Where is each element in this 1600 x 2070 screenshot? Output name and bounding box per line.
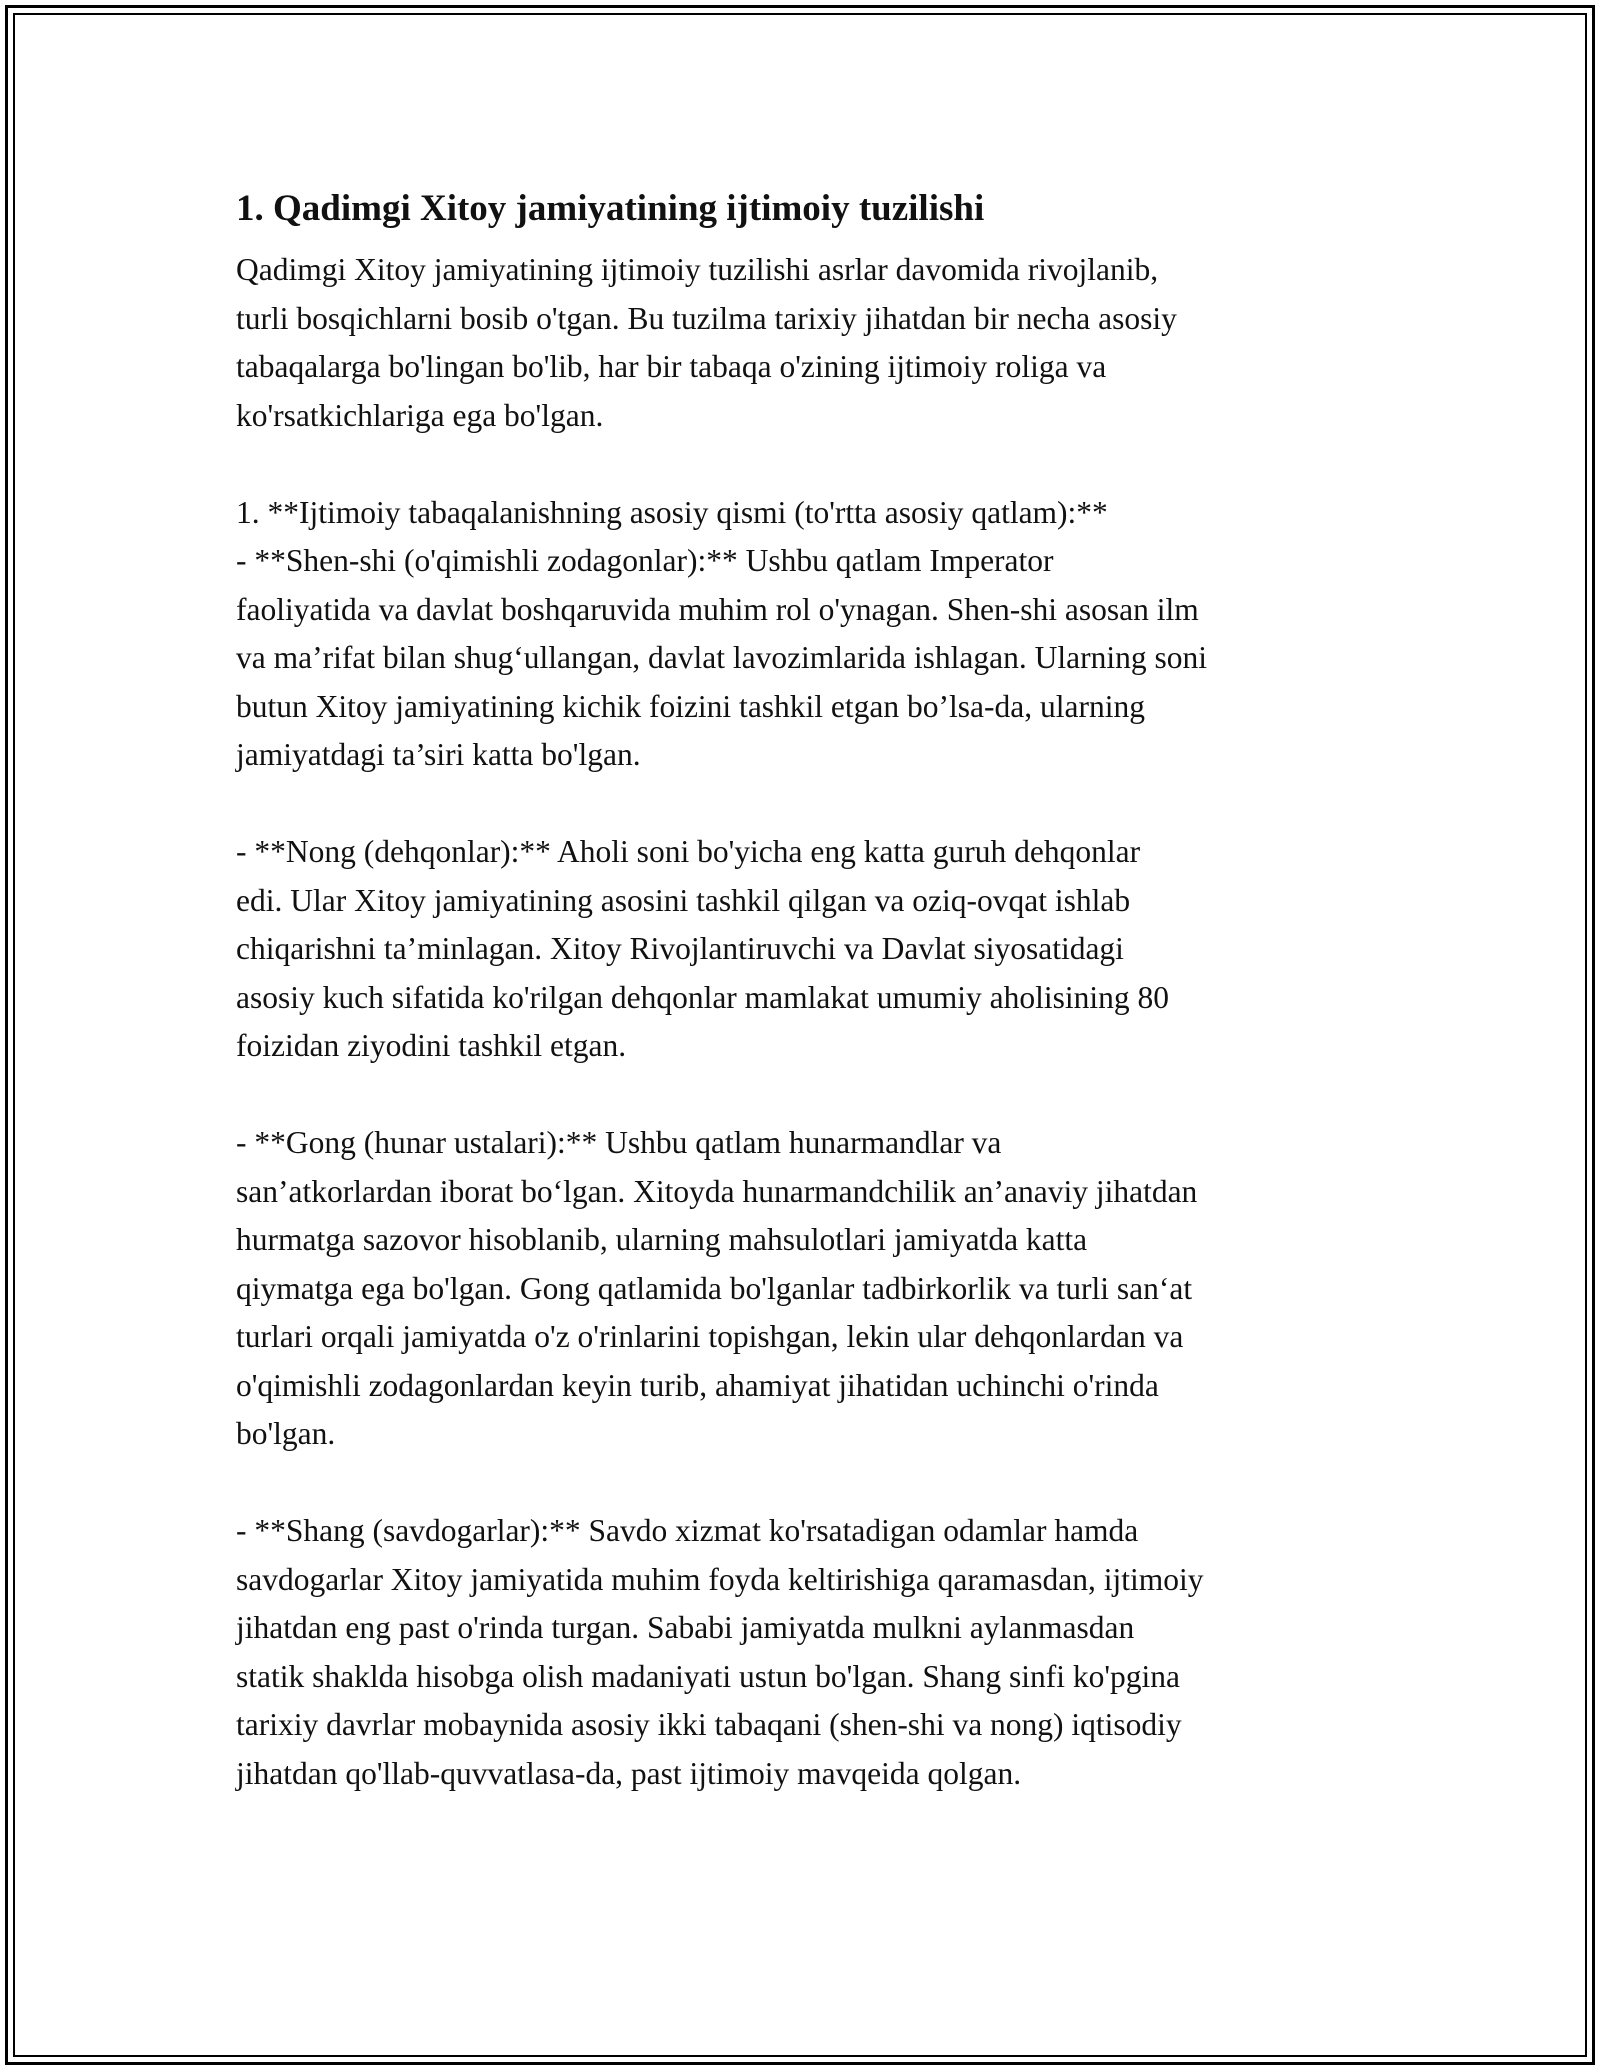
paragraph-spacer [236, 780, 1386, 829]
list-item-shang: - **Shang (savdogarlar):** Savdo xizmat ko'rsatadigan odamlar hamda savdogarlar Xitoy jamiyatida muhim foyda keltirishiga qaramasdan, ijtimoiy jihatdan eng past o'rinda turgan. Sababi jamiyatda mulkni aylanmasdan statik shaklda hisobga olish madaniyati ustun bo'lgan. Shang sinfi ko'pgina tarixiy davrlar mobaynida asosiy ikki tabaqani (shen-shi va nong) iqtisodiy jihatdan qo'llab-quvvatlasa-da, past ijtimoiy mavqeida qolgan. [236, 1513, 1204, 1791]
paragraph-spacer [236, 1459, 1386, 1508]
document-body [236, 186, 1386, 1798]
list-heading: 1. **Ijtimoiy tabaqalanishning asosiy qismi (to'rtta asosiy qatlam):** [236, 494, 1108, 530]
list-item-gong: - **Gong (hunar ustalari):** Ushbu qatlam hunarmandlar va san’atkorlardan iborat bo‘lgan. Xitoyda hunarmandchilik an’anaviy jihatdan hurmatga sazovor hisoblanib, ularning mahsulotlari jamiyatda katta qiymatga ega bo'lgan. Gong qatlamida bo'lganlar tadbirkorlik va turli san‘at turlari orqali jamiyatda o'z o'rinlarini topishgan, lekin ular dehqonlardan va o'qimishli zodagonlardan keyin turib, ahamiyat jihatidan uchinchi o'rinda bo'lgan. [236, 1125, 1198, 1451]
list-item-shen-shi: - **Shen-shi (o'qimishli zodagonlar):** Ushbu qatlam Imperator faoliyatida va davlat boshqaruvida muhim rol o'ynagan. Shen-shi asosan ilm va ma’rifat bilan shug‘ullangan, davlat lavozimlarida ishlagan. Ularning soni butun Xitoy jamiyatining kichik foizini tashkil etgan bo’lsa-da, ularning jamiyatdagi ta’siri katta bo'lgan. [236, 543, 1207, 772]
paragraph-spacer [236, 1071, 1386, 1120]
list-item-nong: - **Nong (dehqonlar):** Aholi soni bo'yicha eng katta guruh dehqonlar edi. Ular Xitoy jamiyatining asosini tashkil qilgan va oziq-ovqat ishlab chiqarishni ta’minlagan. Xitoy Rivojlantiruvchi va Davlat siyosatidagi asosiy kuch sifatida ko'rilgan dehqonlar mamlakat umumiy aholisining 80 foizidan ziyodini tashkil etgan. [236, 834, 1170, 1063]
paragraph-spacer [236, 440, 1386, 489]
document-title: 1. Qadimgi Xitoy jamiyatining ijtimoiy tuzilishi [236, 188, 985, 229]
intro-paragraph: Qadimgi Xitoy jamiyatining ijtimoiy tuzilishi asrlar davomida rivojlanib, turli bosqichlarni bosib o'tgan. Bu tuzilma tarixiy jihatdan bir necha asosiy tabaqalarga bo'lingan bo'lib, har bir tabaqa o'zining ijtimoiy roliga va ko'rsatkichlariga ega bo'lgan. [236, 252, 1177, 433]
